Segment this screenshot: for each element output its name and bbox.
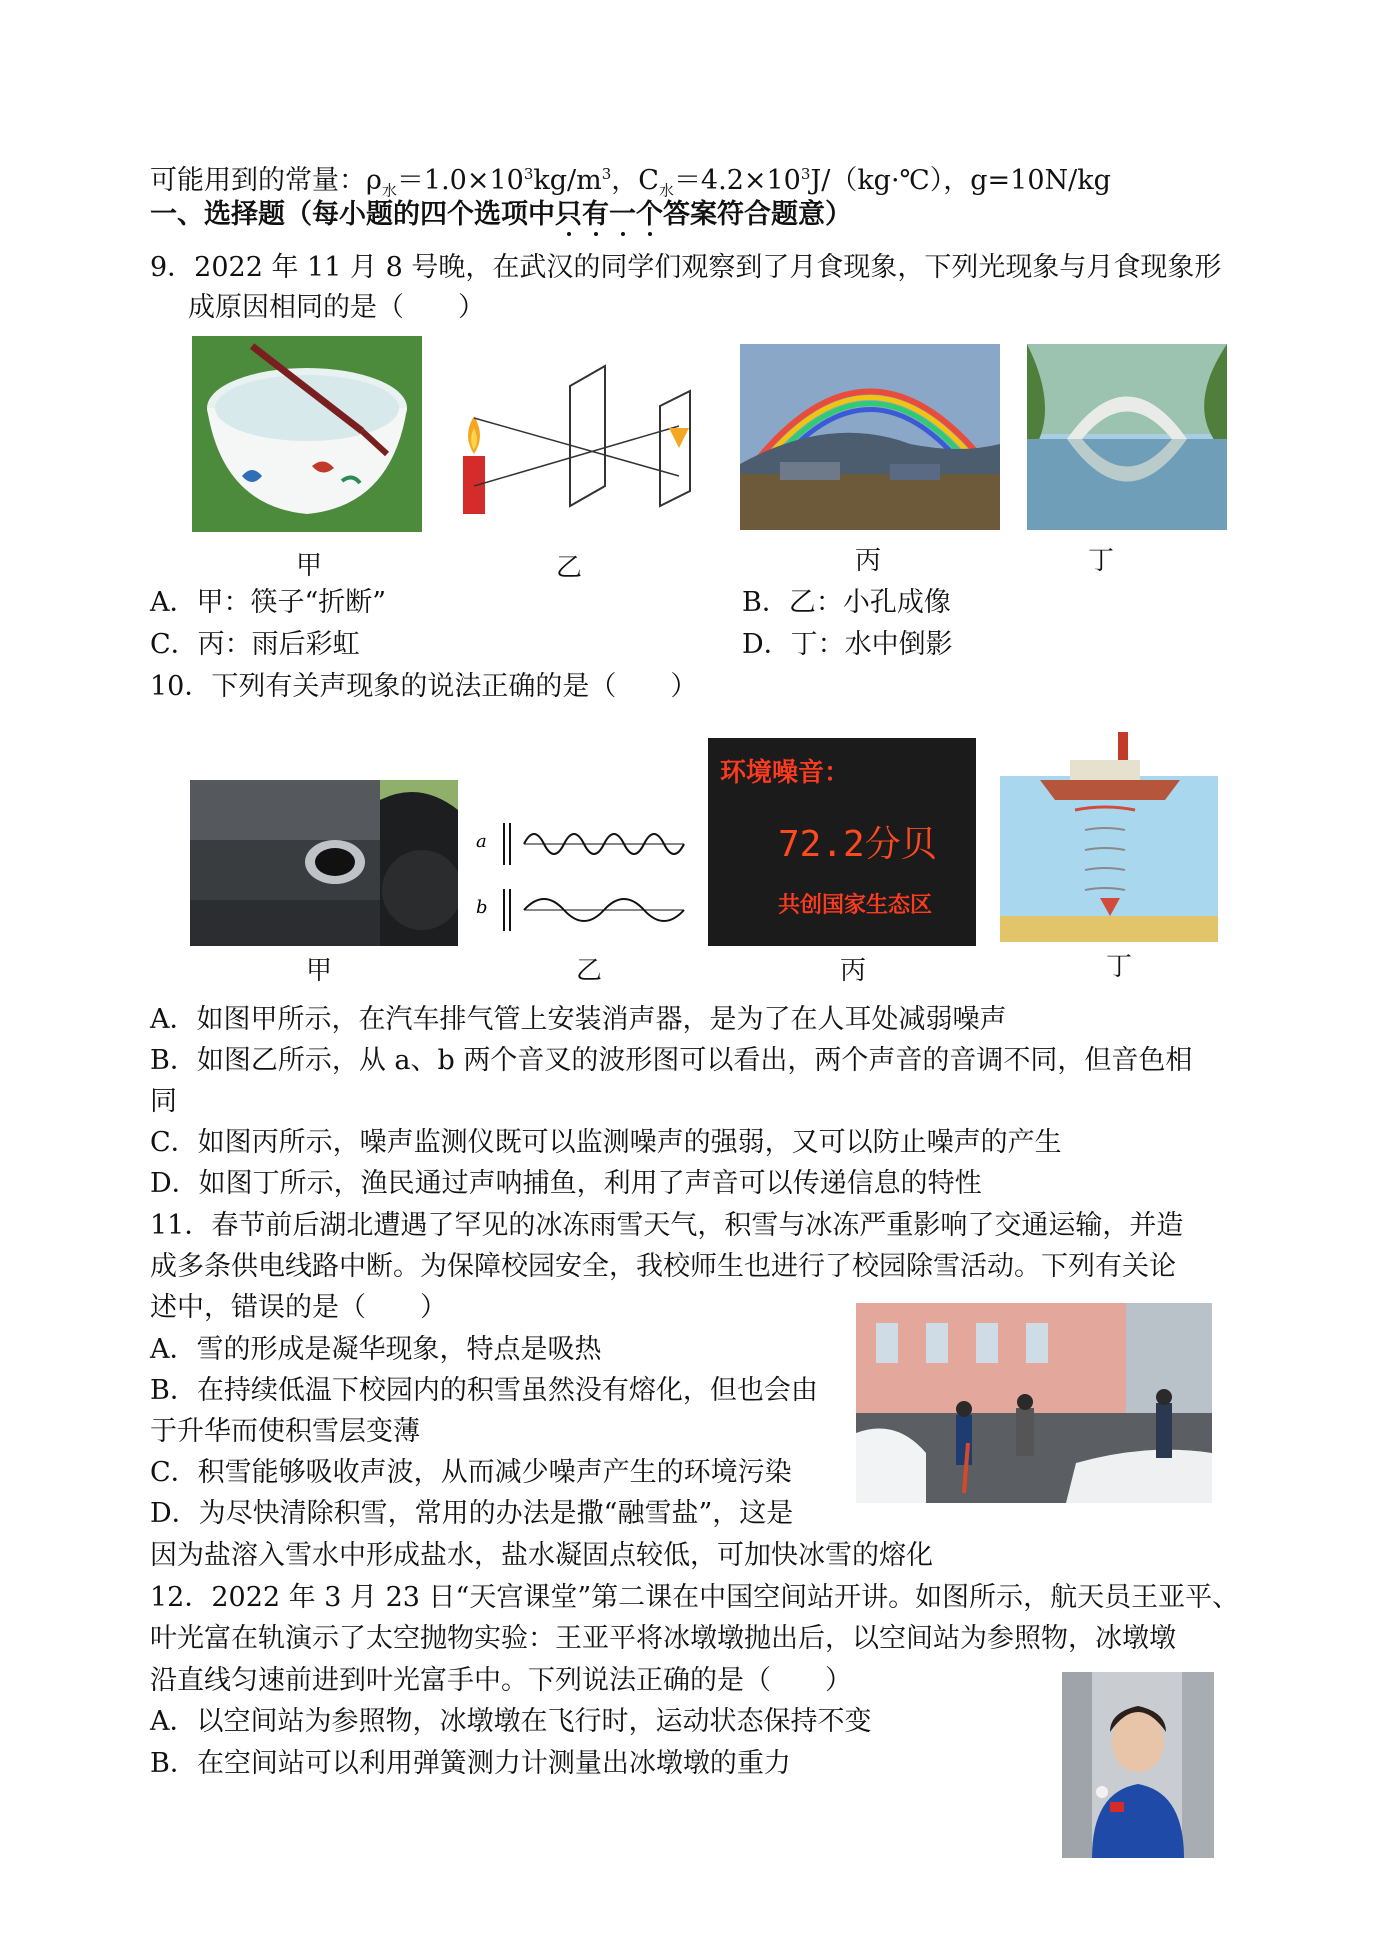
section-title bbox=[150, 197, 852, 233]
q11-option-d: D．为尽快清除积雪，常用的办法是撒“融雪盐”，这是 bbox=[150, 1498, 794, 1529]
fork-label-b: b bbox=[476, 897, 488, 918]
q12-line2: 叶光富在轨演示了太空抛物实验：王亚平将冰墩墩抛出后，以空间站为参照物，冰墩墩 bbox=[150, 1623, 1176, 1654]
rho-sub: 水 bbox=[381, 181, 397, 200]
section-title-a: 一、选择题（每小题的四个选项中 bbox=[150, 199, 555, 230]
q12-option-a: A．以空间站为参照物，冰墩墩在飞行时，运动状态保持不变 bbox=[150, 1706, 872, 1737]
q10-figure-waveforms bbox=[474, 815, 689, 945]
fork-label-a: a bbox=[476, 831, 487, 852]
rho-symbol: ρ bbox=[366, 165, 382, 196]
q11-line2: 成多条供电线路中断。为保障校园安全，我校师生也进行了校园除雪活动。下列有关论 bbox=[150, 1251, 1176, 1282]
emphasis-char: 一 bbox=[609, 199, 636, 230]
noise-sign-value: 72.2分贝 bbox=[778, 824, 937, 865]
q10-figure-exhaust bbox=[190, 780, 458, 946]
rho-exp: 3 bbox=[523, 165, 534, 183]
q9-option-a: A．甲：筷子“折断” bbox=[150, 587, 387, 618]
q11-option-a: A．雪的形成是凝华现象，特点是吸热 bbox=[150, 1334, 602, 1365]
q9-figure-bridge bbox=[1027, 344, 1227, 530]
q10-figure-noise-monitor bbox=[708, 738, 976, 946]
q10-option-c: C．如图丙所示，噪声监测仪既可以监测噪声的强弱，又可以防止噪声的产生 bbox=[150, 1127, 1062, 1158]
q11-option-c: C．积雪能够吸收声波，从而减少噪声产生的环境污染 bbox=[150, 1457, 792, 1488]
rho-value: ＝1.0×10 bbox=[396, 165, 524, 196]
q10-caption-ding: 丁 bbox=[1106, 952, 1133, 982]
q11-option-b-cont: 于升华而使积雪层变薄 bbox=[150, 1416, 420, 1447]
q10-option-b-cont: 同 bbox=[150, 1086, 177, 1117]
q10-caption-jia: 甲 bbox=[306, 956, 333, 986]
q9-figure-bowl bbox=[192, 336, 422, 532]
noise-sign-line3: 共创国家生态区 bbox=[778, 893, 933, 918]
q11-line3: 述中，错误的是（ ） bbox=[150, 1292, 447, 1323]
q9-caption-yi: 乙 bbox=[556, 553, 583, 583]
q9-caption-ding: 丁 bbox=[1088, 546, 1115, 576]
q12-line3: 沿直线匀速前进到叶光富手中。下列说法正确的是（ ） bbox=[150, 1665, 852, 1696]
c-sub: 水 bbox=[658, 181, 674, 200]
q11-option-b: B．在持续低温下校园内的积雪虽然没有熔化，但也会由 bbox=[150, 1375, 818, 1406]
q9-line2: 成原因相同的是（ ） bbox=[188, 292, 485, 323]
c-value: ＝4.2×10 bbox=[673, 165, 801, 196]
q9-figure-pinhole bbox=[455, 356, 715, 526]
c-exp: 3 bbox=[800, 165, 811, 183]
q12-line1: 12．2022 年 3 月 23 日“天宫课堂”第二课在中国空间站开讲。如图所示，航天员王亚平、 bbox=[150, 1582, 1240, 1613]
q11-option-d-cont: 因为盐溶入雪水中形成盐水，盐水凝固点较低，可加快冰雪的熔化 bbox=[150, 1540, 933, 1571]
section-title-b: 答案符合题意） bbox=[663, 199, 852, 230]
q10-figure-sonar bbox=[1000, 720, 1218, 942]
q9-option-b: B．乙：小孔成像 bbox=[742, 587, 951, 618]
q9-caption-jia: 甲 bbox=[296, 551, 323, 581]
constants-prefix: 可能用到的常量： bbox=[150, 165, 366, 196]
q10-option-d: D．如图丁所示，渔民通过声呐捕鱼，利用了声音可以传递信息的特性 bbox=[150, 1168, 982, 1199]
emphasis-char: 个 bbox=[636, 199, 663, 230]
q10-option-b: B．如图乙所示，从 a、b 两个音叉的波形图可以看出，两个声音的音调不同，但音色相 bbox=[150, 1045, 1193, 1076]
q12-option-b: B．在空间站可以利用弹簧测力计测量出冰墩墩的重力 bbox=[150, 1748, 791, 1779]
noise-sign-line1: 环境噪音： bbox=[720, 758, 851, 788]
q9-option-c: C．丙：雨后彩虹 bbox=[150, 629, 360, 660]
emphasis-char: 只 bbox=[555, 199, 582, 230]
c-unit: J/（kg·℃），g=10N/kg bbox=[810, 165, 1111, 196]
emphasis-char: 有 bbox=[582, 199, 609, 230]
q10-stem: 10．下列有关声现象的说法正确的是（ ） bbox=[150, 671, 698, 702]
rho-unit: kg/m bbox=[533, 165, 602, 196]
q10-option-a: A．如图甲所示，在汽车排气管上安装消声器，是为了在人耳处减弱噪声 bbox=[150, 1004, 1007, 1035]
q11-figure-snow-clearing bbox=[856, 1303, 1212, 1503]
q10-caption-bing: 丙 bbox=[840, 956, 867, 986]
q12-figure-astronaut bbox=[1062, 1672, 1214, 1858]
q9-option-d: D．丁：水中倒影 bbox=[742, 629, 953, 660]
q9-caption-bing: 丙 bbox=[855, 546, 882, 576]
c-symbol: ，C bbox=[611, 165, 659, 196]
q10-caption-yi: 乙 bbox=[576, 956, 603, 986]
q9-figure-rainbow bbox=[740, 344, 1000, 530]
rho-unit-exp: 3 bbox=[601, 165, 612, 183]
q11-line1: 11．春节前后湖北遭遇了罕见的冰冻雨雪天气，积雪与冰冻严重影响了交通运输，并造 bbox=[150, 1210, 1184, 1241]
q9-line1: 9．2022 年 11 月 8 号晚，在武汉的同学们观察到了月食现象，下列光现象与月食现象形 bbox=[150, 252, 1222, 283]
